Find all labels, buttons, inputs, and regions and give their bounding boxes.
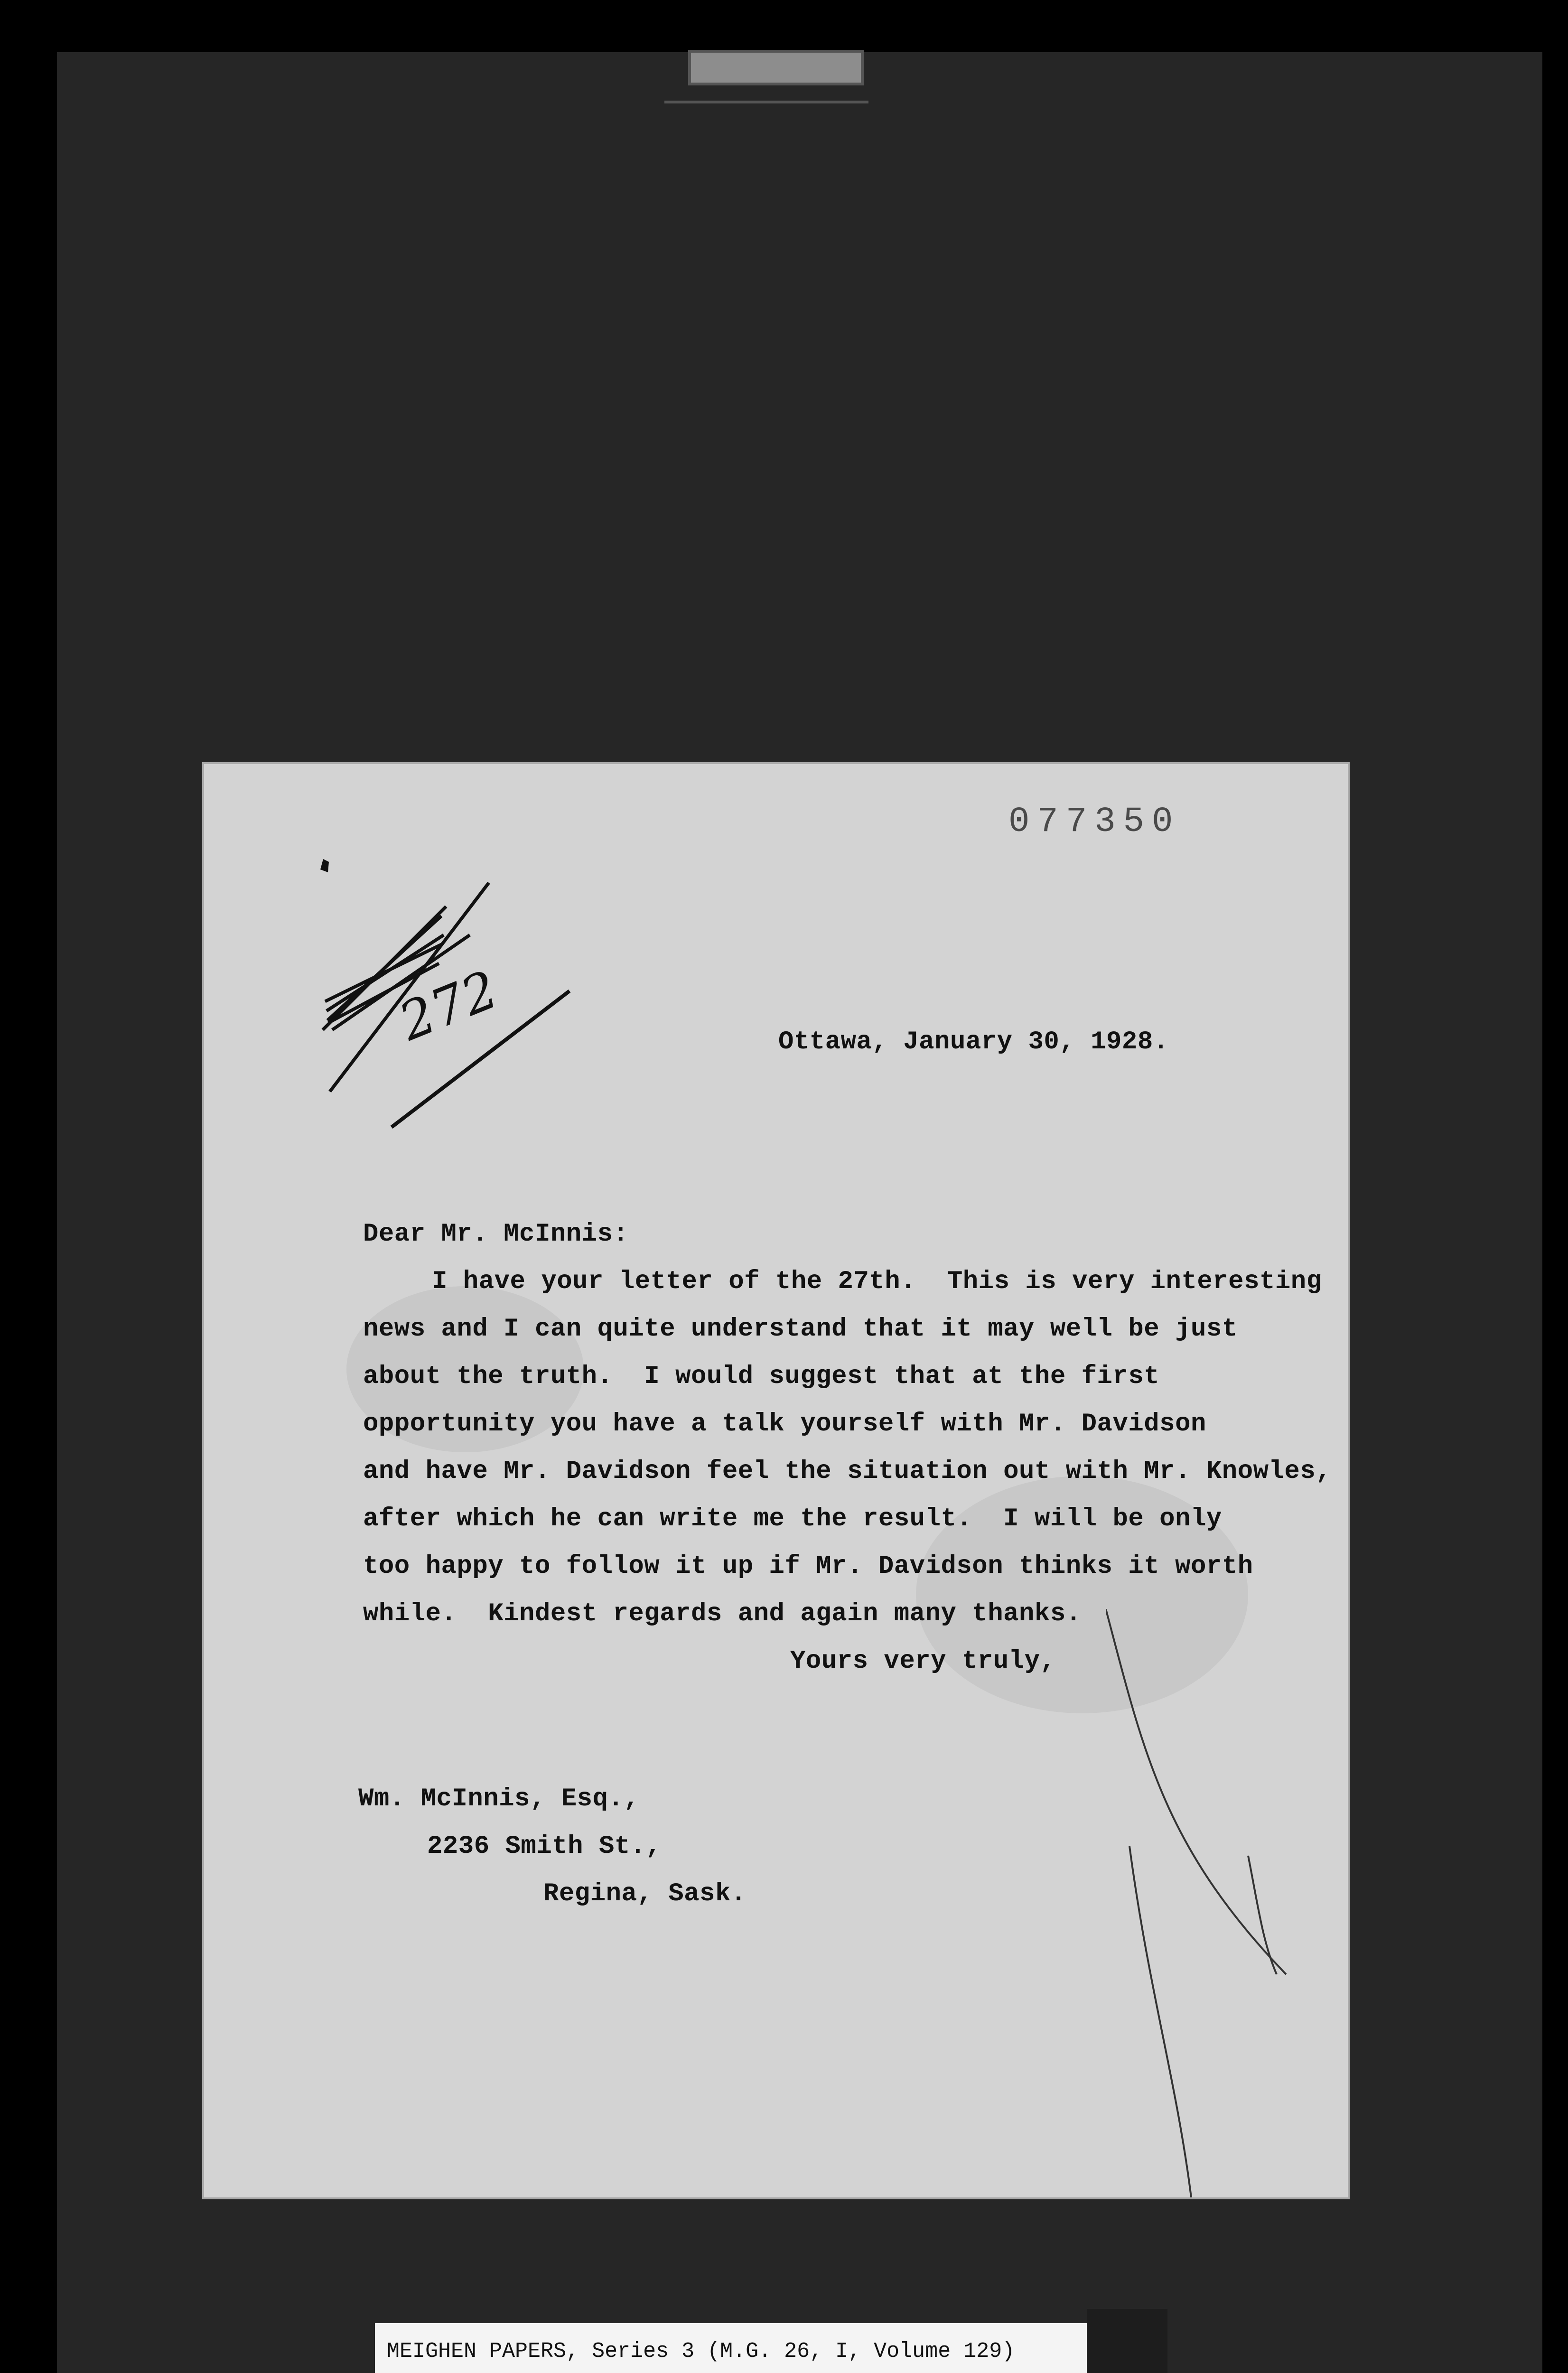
collection-label <box>375 2323 1087 2373</box>
film-clip <box>688 50 864 85</box>
label-clip <box>1087 2309 1167 2373</box>
film-edge-line <box>664 101 868 103</box>
letter-page <box>204 764 1348 2197</box>
body-line: after which he can write me the result. I will be only <box>363 1504 1222 1533</box>
handwritten-strikethrough-mark <box>204 764 631 1144</box>
address-city: Regina, Sask. <box>543 1879 747 1908</box>
closing: Yours very truly, <box>790 1647 1056 1676</box>
address-name: Wm. McInnis, Esq., <box>358 1784 640 1813</box>
body-line: about the truth. I would suggest that at the first <box>363 1362 1160 1391</box>
document-number-stamp: 077350 <box>1008 802 1181 842</box>
collection-label-text: MEIGHEN PAPERS, Series 3 (M.G. 26, I, Volume 129) <box>387 2339 1015 2364</box>
body-line: too happy to follow it up if Mr. Davidson thinks it worth <box>363 1552 1253 1581</box>
body-line: news and I can quite understand that it may well be just <box>363 1315 1238 1344</box>
body-line: I have your letter of the 27th. This is very interesting <box>432 1267 1322 1296</box>
body-line: while. Kindest regards and again many thanks. <box>363 1599 1082 1628</box>
paper-scratch-marks <box>1106 1609 1319 2197</box>
body-line: and have Mr. Davidson feel the situation out with Mr. Knowles, <box>363 1457 1332 1486</box>
body-line: opportunity you have a talk yourself with Mr. Davidson <box>363 1410 1206 1439</box>
handwritten-number: 272 <box>391 959 506 1053</box>
address-street: 2236 Smith St., <box>427 1832 662 1861</box>
salutation: Dear Mr. McInnis: <box>363 1220 629 1249</box>
dateline: Ottawa, January 30, 1928. <box>778 1028 1169 1056</box>
